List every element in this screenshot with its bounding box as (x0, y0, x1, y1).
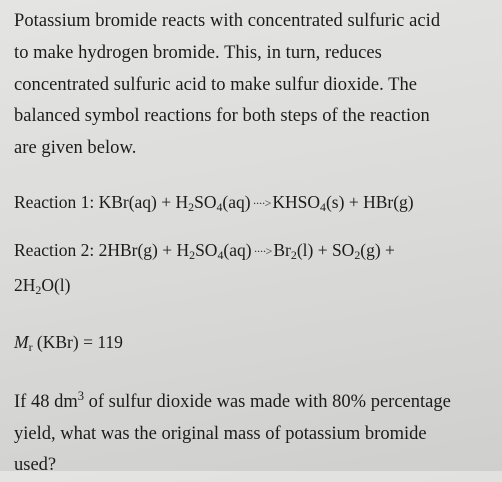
reaction-2-equation (14, 236, 492, 270)
reaction-arrow-icon: ····> (253, 243, 272, 258)
reaction-1-equation (14, 188, 492, 222)
reaction-2-label: Reaction 2: (14, 239, 95, 260)
intro-line-4: balanced symbol reactions for both steps of the reaction (14, 106, 430, 127)
reaction-1-label: Reaction 1: (14, 191, 95, 212)
molar-mass-symbol: M (14, 331, 29, 352)
question-line-3: used? (14, 455, 57, 476)
reaction-1-reactants: $KBr(aq) + H_2SO_4(aq)$ (98, 191, 251, 214)
reaction-2-reactants: $2HBr(g) + H_2SO_4(aq)$ (98, 239, 252, 262)
intro-line-5: are given below. (14, 138, 137, 159)
question-line-2: yield, what was the original mass of potassium bromide (14, 423, 427, 444)
reaction-arrow-icon: ····> (252, 195, 271, 210)
molar-mass-statement (14, 328, 492, 362)
intro-line-3: concentrated sulfuric acid to make sulfur dioxide. The (14, 74, 418, 95)
molar-mass-subscript: r (28, 339, 33, 354)
question-line-1: If 48 $dm^3$ of sulfur dioxide was made with 80% percentage (14, 388, 451, 412)
intro-line-1: Potassium bromide reacts with concentrated sulfuric acid (14, 11, 441, 31)
intro-paragraph (14, 6, 492, 165)
reaction-2-products-line-1: $Br_2(l) + SO_2(g)$ + (273, 239, 395, 262)
reaction-1-products: $KHSO_4(s) + HBr(g)$ (272, 191, 414, 214)
reaction-2-products-line-2: $2H_2O(l)$ (14, 274, 71, 297)
molar-mass-value: (KBr) = 119 (32, 331, 123, 352)
intro-line-2: to make hydrogen bromide. This, in turn, reduces (14, 42, 382, 63)
question-paragraph (14, 381, 492, 482)
